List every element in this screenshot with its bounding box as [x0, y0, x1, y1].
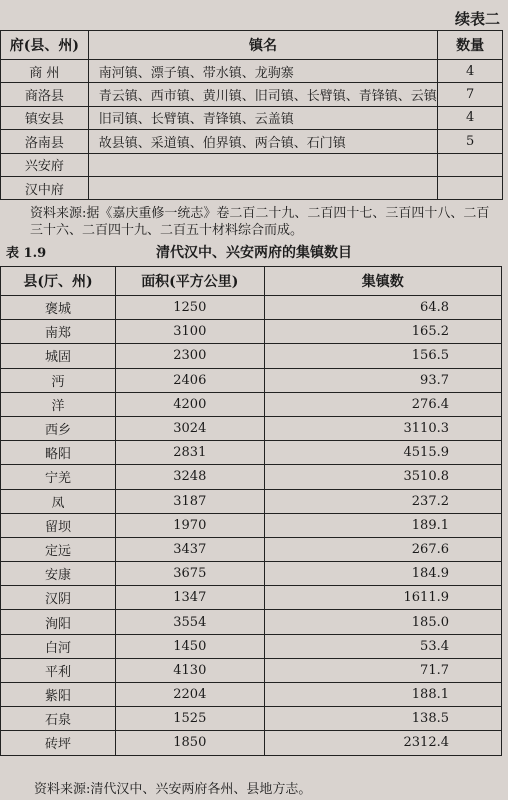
table-row	[1, 707, 502, 731]
table-row	[1, 586, 502, 610]
count-cell: 5	[438, 130, 503, 153]
town-count-cell: 3110.3	[264, 416, 501, 440]
area-cell: 1525	[116, 707, 264, 731]
county-cell: 安康	[1, 562, 116, 586]
county-cell: 洵阳	[1, 610, 116, 634]
county-cell: 褒城	[1, 296, 116, 320]
area-cell: 3248	[116, 465, 264, 489]
table-row	[1, 60, 503, 83]
county-cell: 洋	[1, 392, 116, 416]
count-cell: 4	[438, 106, 503, 129]
column-header-count: 数量	[438, 31, 503, 60]
table-header-row	[1, 31, 503, 60]
table-row	[1, 83, 503, 106]
table-row	[1, 562, 502, 586]
area-cell: 1450	[116, 634, 264, 658]
column-header-county: 县(厅、州)	[1, 267, 116, 296]
market-towns-table	[0, 266, 502, 756]
table-row	[1, 153, 503, 176]
table-row	[1, 610, 502, 634]
count-cell: 7	[438, 83, 503, 106]
prefecture-cell: 洛南县	[1, 130, 89, 153]
town-names-cell: 故县镇、采道镇、伯界镇、两合镇、石门镇	[88, 130, 437, 153]
area-cell: 1970	[116, 513, 264, 537]
column-header-town-names: 镇名	[88, 31, 437, 60]
county-cell: 定远	[1, 537, 116, 561]
table-row	[1, 441, 502, 465]
continuation-label: 续表二	[454, 10, 500, 28]
table-row	[1, 465, 502, 489]
column-header-area: 面积(平方公里)	[116, 267, 264, 296]
county-cell: 汉阴	[1, 586, 116, 610]
county-cell: 白河	[1, 634, 116, 658]
table-row	[1, 416, 502, 440]
county-cell: 宁羌	[1, 465, 116, 489]
area-cell: 3024	[116, 416, 264, 440]
town-names-cell: 南河镇、漂子镇、带水镇、龙驹寨	[88, 60, 437, 83]
area-cell: 2300	[116, 344, 264, 368]
column-header-prefecture: 府(县、州)	[1, 31, 89, 60]
table-row	[1, 683, 502, 707]
area-cell: 2831	[116, 441, 264, 465]
prefecture-cell: 汉中府	[1, 176, 89, 199]
area-cell: 1347	[116, 586, 264, 610]
town-count-cell: 165.2	[264, 320, 501, 344]
county-cell: 石泉	[1, 707, 116, 731]
area-cell: 4200	[116, 392, 264, 416]
table-row	[1, 392, 502, 416]
town-count-cell: 276.4	[264, 392, 501, 416]
source-note-1: 资料来源:据《嘉庆重修一统志》卷二百二十九、二百四十七、三百四十八、二百三十六、二百四十九、二百五十材料综合而成。	[30, 206, 490, 238]
area-cell: 3100	[116, 320, 264, 344]
county-cell: 紫阳	[1, 683, 116, 707]
county-cell: 砖坪	[1, 731, 116, 755]
county-cell: 城固	[1, 344, 116, 368]
area-cell: 3675	[116, 562, 264, 586]
town-count-cell: 184.9	[264, 562, 501, 586]
table-row	[1, 106, 503, 129]
count-cell	[438, 153, 503, 176]
prefecture-cell: 商洛县	[1, 83, 89, 106]
town-count-cell: 71.7	[264, 658, 501, 682]
town-count-cell: 64.8	[264, 296, 501, 320]
town-count-cell: 189.1	[264, 513, 501, 537]
table-title: 清代汉中、兴安两府的集镇数目	[156, 245, 352, 261]
town-count-cell: 188.1	[264, 683, 501, 707]
table-number-label: 表 1.9	[6, 246, 47, 261]
table-header-row	[1, 267, 502, 296]
table-row	[1, 130, 503, 153]
source-note-2: 资料来源:清代汉中、兴安两府各州、县地方志。	[34, 782, 312, 797]
count-cell: 4	[438, 60, 503, 83]
town-names-cell: 青云镇、西市镇、黄川镇、旧司镇、长臂镇、青锋镇、云镇	[88, 83, 437, 106]
table-row	[1, 296, 502, 320]
town-count-cell: 185.0	[264, 610, 501, 634]
town-names-table	[0, 30, 503, 200]
table-row	[1, 489, 502, 513]
county-cell: 西乡	[1, 416, 116, 440]
count-cell	[438, 176, 503, 199]
table-row	[1, 368, 502, 392]
area-cell: 3437	[116, 537, 264, 561]
prefecture-cell: 镇安县	[1, 106, 89, 129]
county-cell: 沔	[1, 368, 116, 392]
prefecture-cell: 商 州	[1, 60, 89, 83]
area-cell: 1850	[116, 731, 264, 755]
column-header-town-count: 集镇数	[264, 267, 501, 296]
town-count-cell: 237.2	[264, 489, 501, 513]
table-row	[1, 731, 502, 755]
county-cell: 略阳	[1, 441, 116, 465]
table-row	[1, 344, 502, 368]
prefecture-cell: 兴安府	[1, 153, 89, 176]
town-names-cell	[88, 176, 437, 199]
area-cell: 3187	[116, 489, 264, 513]
area-cell: 2204	[116, 683, 264, 707]
town-count-cell: 2312.4	[264, 731, 501, 755]
town-count-cell: 1611.9	[264, 586, 501, 610]
area-cell: 1250	[116, 296, 264, 320]
area-cell: 3554	[116, 610, 264, 634]
town-count-cell: 53.4	[264, 634, 501, 658]
town-count-cell: 138.5	[264, 707, 501, 731]
table-row	[1, 658, 502, 682]
table-row	[1, 320, 502, 344]
county-cell: 南郑	[1, 320, 116, 344]
town-count-cell: 3510.8	[264, 465, 501, 489]
town-count-cell: 267.6	[264, 537, 501, 561]
county-cell: 留坝	[1, 513, 116, 537]
table-row	[1, 634, 502, 658]
town-count-cell: 4515.9	[264, 441, 501, 465]
area-cell: 2406	[116, 368, 264, 392]
county-cell: 凤	[1, 489, 116, 513]
town-count-cell: 93.7	[264, 368, 501, 392]
county-cell: 平利	[1, 658, 116, 682]
table-row	[1, 513, 502, 537]
area-cell: 4130	[116, 658, 264, 682]
town-count-cell: 156.5	[264, 344, 501, 368]
town-names-cell	[88, 153, 437, 176]
table-row	[1, 176, 503, 199]
town-names-cell: 旧司镇、长臂镇、青锋镇、云盖镇	[88, 106, 437, 129]
table-row	[1, 537, 502, 561]
